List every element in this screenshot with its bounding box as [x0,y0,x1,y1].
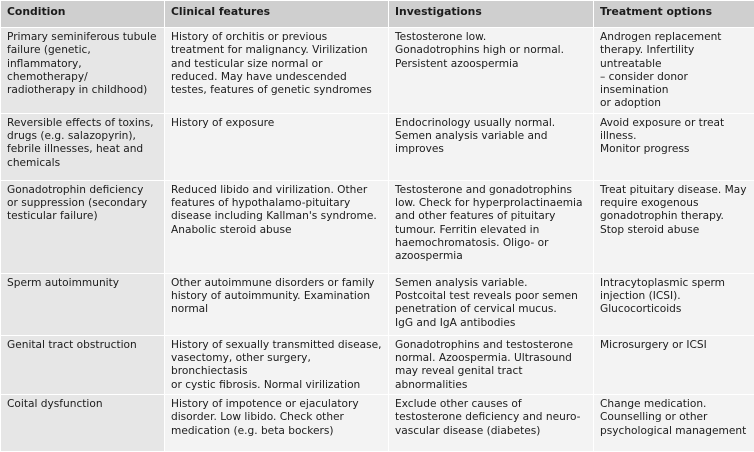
header-investigations: Investigations [389,1,594,28]
table-row [1,335,754,394]
table-row [1,28,754,114]
clinical-features-cell: History of impotence or ejaculatory disorder. Low libido. Check other medication (e.g. beta bockers) [165,394,389,451]
treatment-cell: Androgen replacement therapy. Infertility untreatable – consider donor insemination or adoption [594,28,754,114]
clinical-features-cell: Other autoimmune disorders or family history of autoimmunity. Examination normal [165,273,389,335]
table-row [1,273,754,335]
table-header [1,1,754,28]
treatment-cell: Intracytoplasmic sperm injection (ICSI). Glucocorticoids [594,273,754,335]
condition-cell: Genital tract obstruction [1,335,165,394]
condition-cell: Gonadotrophin deficiency or suppression (secondary testicular failure) [1,180,165,273]
header-condition: Condition [1,1,165,28]
clinical-features-cell: History of exposure [165,113,389,180]
condition-cell: Primary seminiferous tubule failure (genetic, inflammatory, chemotherapy/ radiotherapy in childhood) [1,28,165,114]
investigations-cell: Endocrinology usually normal. Semen analysis variable and improves [389,113,594,180]
treatment-cell: Treat pituitary disease. May require exogenous gonadotrophin therapy. Stop steroid abuse [594,180,754,273]
header-clinical-features: Clinical features [165,1,389,28]
investigations-cell: Semen analysis variable. Postcoital test reveals poor semen penetration of cervical mucus. IgG and IgA antibodies [389,273,594,335]
treatment-cell: Avoid exposure or treat illness. Monitor progress [594,113,754,180]
clinical-features-cell: Reduced libido and virilization. Other features of hypothalamo-pituitary disease including Kallman's syndrome. Anabolic steroid abuse [165,180,389,273]
investigations-cell: Testosterone low. Gonadotrophins high or normal. Persistent azoospermia [389,28,594,114]
condition-cell: Sperm autoimmunity [1,273,165,335]
condition-cell: Coital dysfunction [1,394,165,451]
table-row [1,113,754,180]
clinical-features-cell: History of orchitis or previous treatment for malignancy. Virilization and testicular size normal or reduced. May have undescended testes, features of genetic syndromes [165,28,389,114]
investigations-cell: Testosterone and gonadotrophins low. Check for hyperprolactinaemia and other features of pituitary tumour. Ferritin elevated in haemochromatosis. Oligo- or azoospermia [389,180,594,273]
table-row [1,180,754,273]
condition-cell: Reversible effects of toxins, drugs (e.g. salazopyrin), febrile illnesses, heat and chemicals [1,113,165,180]
investigations-cell: Gonadotrophins and testosterone normal. Azoospermia. Ultrasound may reveal genital tract abnormalities [389,335,594,394]
header-row [1,1,754,28]
treatment-cell: Change medication. Counselling or other psychological management [594,394,754,451]
clinical-features-cell: History of sexually transmitted disease, vasectomy, other surgery, bronchiectasis or cystic fibrosis. Normal virilization [165,335,389,394]
treatment-cell: Microsurgery or ICSI [594,335,754,394]
table-body [1,28,754,452]
header-treatment-options: Treatment options [594,1,754,28]
investigations-cell: Exclude other causes of testosterone deficiency and neuro- vascular disease (diabetes) [389,394,594,451]
